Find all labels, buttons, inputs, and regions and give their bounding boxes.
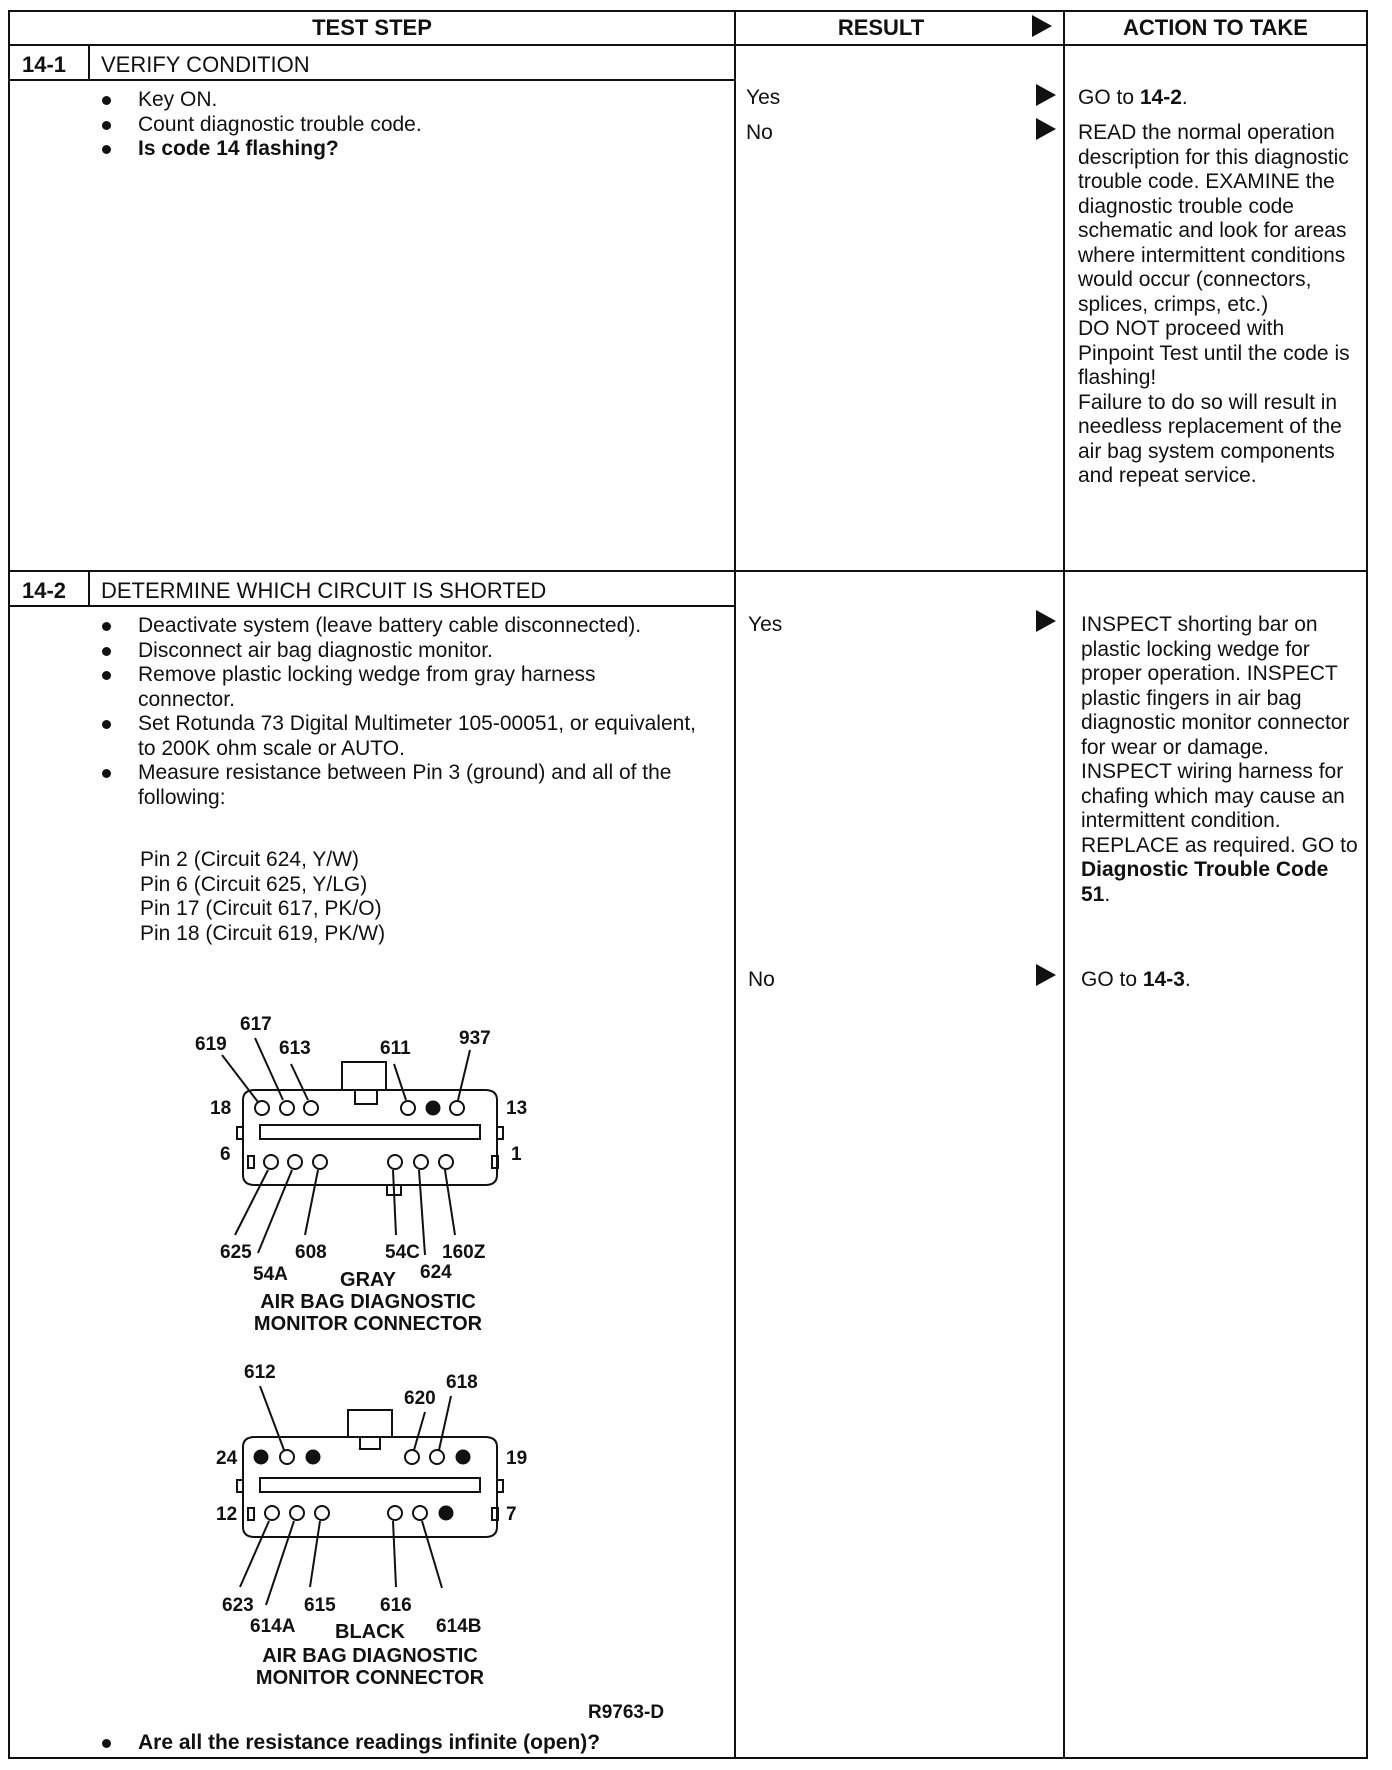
pin-item: Pin 2 (Circuit 624, Y/W) — [140, 848, 360, 871]
pin-label: 616 — [380, 1595, 412, 1616]
pin-item: Pin 18 (Circuit 619, PK/W) — [140, 921, 386, 945]
pin-number: 13 — [506, 1098, 528, 1119]
action-text: INSPECT shorting bar on plastic locking wedge for proper operation. INSPECT plastic fingers in air bag diagnostic monitor connector for wear or damage. INSPECT wiring harness for chafing which may cause an intermittent condition. REPLACE as required. GO to — [1081, 613, 1358, 857]
figure-id: R9763-D — [588, 1702, 665, 1723]
col-divider-step-result — [734, 10, 736, 1759]
action-text: . — [1104, 882, 1111, 906]
action-paragraph: DO NOT proceed with Pinpoint Test until the code is flashing! — [1078, 317, 1350, 389]
result-yes: Yes — [746, 86, 781, 109]
step-instructions — [96, 614, 696, 810]
pin-label: 613 — [279, 1038, 311, 1059]
step-question — [96, 1731, 726, 1756]
gray-connector-diagram — [180, 1000, 540, 1340]
col-divider-result-action — [1063, 10, 1065, 1759]
pin-label: 614B — [436, 1616, 482, 1637]
pin-label: 612 — [244, 1362, 276, 1383]
pin-number: 18 — [210, 1098, 232, 1119]
connector-color-label: BLACK — [335, 1621, 405, 1643]
pin-number: 12 — [216, 1504, 238, 1525]
instruction-item: Count diagnostic trouble code. — [96, 113, 726, 138]
pin-label: 618 — [446, 1372, 478, 1393]
action-no — [1081, 968, 1363, 993]
step-number-divider — [88, 44, 90, 80]
table-bottom-border — [8, 1757, 1368, 1759]
instruction-item: Disconnect air bag diagnostic monitor. — [96, 639, 696, 664]
instruction-item: Key ON. — [96, 88, 726, 113]
instruction-item: Remove plastic locking wedge from gray harness connector. — [96, 663, 696, 712]
action-text: . — [1181, 86, 1188, 109]
step-reference: 14-3 — [1142, 968, 1185, 991]
step-title-underline — [8, 79, 736, 81]
pin-item: Pin 17 (Circuit 617, PK/O) — [140, 897, 382, 920]
pin-label: 611 — [380, 1038, 411, 1059]
result-yes: Yes — [748, 613, 783, 636]
header-action: ACTION TO TAKE — [1123, 15, 1308, 40]
connector-caption: MONITOR CONNECTOR — [255, 1667, 485, 1689]
action-text: GO to — [1078, 86, 1140, 109]
step-instructions — [96, 88, 726, 162]
pin-label: 623 — [222, 1595, 254, 1616]
table-top-border — [8, 10, 1368, 12]
instruction-item: Measure resistance between Pin 3 (ground) and all of the following: — [96, 761, 696, 810]
table-left-border — [8, 10, 10, 1759]
pin-label: 608 — [295, 1242, 327, 1263]
header-arrow-icon — [1032, 15, 1052, 37]
step-separator — [8, 570, 1368, 572]
black-connector-diagram — [180, 1350, 540, 1690]
action-paragraph: Failure to do so will result in needless replacement of the air bag system components and repeat service. — [1078, 390, 1342, 487]
header-result: RESULT — [837, 15, 925, 40]
pin-label: 619 — [195, 1034, 227, 1055]
step-number: 14-2 — [22, 578, 67, 603]
pin-label: 625 — [220, 1242, 252, 1263]
step-number: 14-1 — [22, 52, 67, 77]
pin-number: 1 — [511, 1144, 522, 1165]
header-test-step: TEST STEP — [312, 15, 432, 40]
pin-number: 7 — [506, 1504, 517, 1525]
pin-label: 160Z — [442, 1242, 486, 1263]
step-number-divider — [88, 570, 90, 606]
instruction-item: Deactivate system (leave battery cable disconnected). — [96, 614, 696, 639]
instruction-question: Is code 14 flashing? — [96, 137, 726, 162]
pin-label: 54C — [385, 1242, 420, 1263]
connector-color-label: GRAY — [340, 1269, 396, 1291]
action-yes — [1078, 86, 1363, 111]
action-paragraph: READ the normal operation description for this diagnostic trouble code. EXAMINE the diagnostic trouble code schematic and look for areas where intermittent conditions would occur (connectors, splices, crimps, etc.) — [1078, 121, 1349, 316]
action-text: . — [1184, 968, 1191, 991]
pin-list — [140, 848, 640, 946]
pin-number: 19 — [506, 1448, 528, 1469]
pin-label: 620 — [404, 1388, 436, 1409]
pin-label: 624 — [420, 1262, 452, 1283]
result-arrow-icon — [1036, 118, 1056, 140]
result-arrow-icon — [1036, 610, 1056, 632]
pin-number: 24 — [216, 1448, 238, 1469]
code-reference: Diagnostic Trouble Code 51 — [1081, 858, 1329, 906]
pin-item: Pin 6 (Circuit 625, Y/LG) — [140, 872, 368, 896]
connector-caption: AIR BAG DIAGNOSTIC — [262, 1645, 478, 1667]
pin-number: 6 — [220, 1144, 231, 1165]
action-text: GO to — [1081, 968, 1143, 991]
step-reference: 14-2 — [1139, 86, 1182, 109]
pin-label: 54A — [253, 1264, 288, 1285]
pin-label: 937 — [459, 1028, 491, 1049]
header-bottom-border — [8, 44, 1368, 46]
step-title: VERIFY CONDITION — [101, 52, 310, 77]
table-right-border — [1366, 10, 1368, 1759]
pin-label: 615 — [304, 1595, 336, 1616]
result-arrow-icon — [1036, 84, 1056, 106]
connector-caption: AIR BAG DIAGNOSTIC — [260, 1291, 476, 1313]
step-title-underline — [8, 605, 736, 607]
pin-label: 617 — [240, 1014, 272, 1035]
action-no — [1078, 121, 1364, 489]
step-title: DETERMINE WHICH CIRCUIT IS SHORTED — [101, 578, 547, 603]
connector-caption: MONITOR CONNECTOR — [253, 1313, 483, 1335]
result-arrow-icon — [1036, 964, 1056, 986]
instruction-question: Are all the resistance readings infinite (open)? — [96, 1731, 726, 1756]
pin-label: 614A — [250, 1616, 296, 1637]
action-yes — [1081, 613, 1363, 907]
result-no: No — [746, 121, 773, 144]
result-no: No — [748, 968, 775, 991]
instruction-item: Set Rotunda 73 Digital Multimeter 105-00051, or equivalent, to 200K ohm scale or AUTO. — [96, 712, 696, 761]
